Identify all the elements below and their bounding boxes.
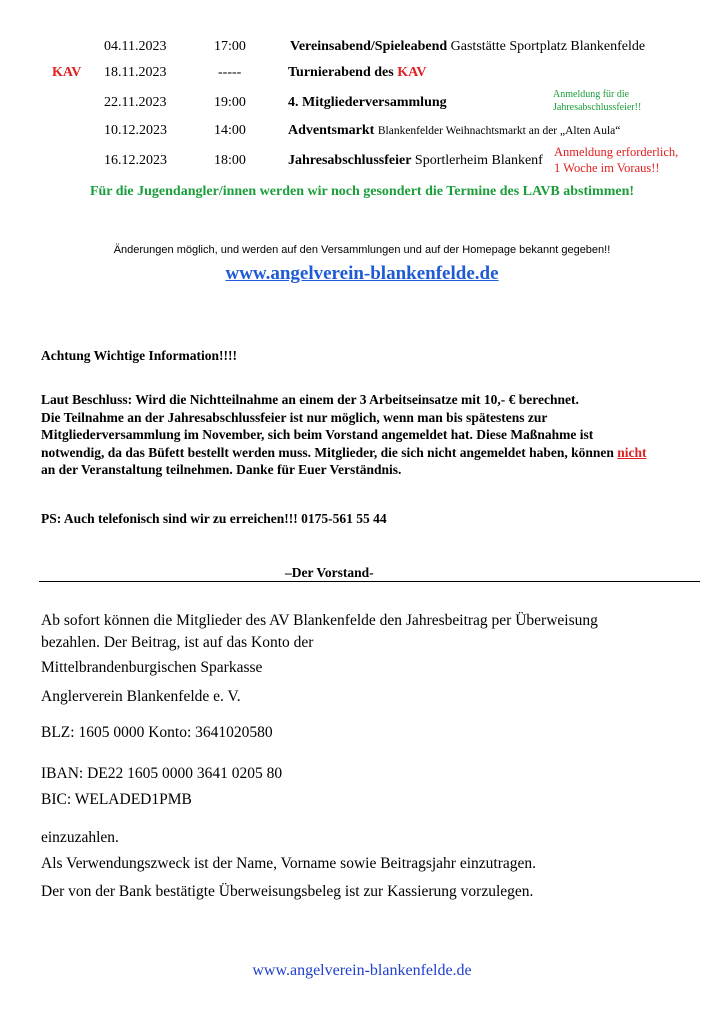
payment-intro [41,610,598,654]
event-date: 22.11.2023 [104,95,167,110]
event-row [0,122,724,144]
event-description [288,122,620,140]
bic: BIC: WELADED1PMB [41,791,192,808]
text-line: bezahlen. Der Beitrag, ist auf das Konto der [41,634,314,651]
event-date: 10.12.2023 [104,123,167,138]
event-tag: KAV [52,65,82,80]
event-detail: Blankenfelder Weihnachtsmarkt an der „Alten Aula“ [377,125,621,137]
emphasis-nicht: nicht [617,444,647,460]
event-title: 4. Mitgliederversammlung [288,95,447,110]
event-title-highlight: KAV [397,65,427,80]
event-description [288,64,427,82]
note-line: 1 Woche im Voraus!! [554,161,660,175]
event-description [290,38,645,56]
event-row [0,64,724,86]
event-date: 18.11.2023 [104,65,167,80]
receipt-note: Der von der Bank bestätigte Überweisungsbeleg ist zur Kassierung vorzulegen. [41,883,534,900]
ps-phone: PS: Auch telefonisch sind wir zu erreichen!!! 0175-561 55 44 [41,511,387,526]
youth-notice: Für die Jugendangler/innen werden wir noch gesondert die Termine des LAVB abstimmen! [89,184,635,199]
event-time: ----- [218,65,242,80]
event-title: Jahresabschlussfeier [288,153,412,168]
blz-konto: BLZ: 1605 0000 Konto: 3641020580 [41,724,273,741]
pay-in: einzuzahlen. [41,829,119,846]
text-line: Die Teilnahme an der Jahresabschlussfeier ist nur möglich, wenn man bis spätestens zur [41,409,548,425]
event-description [288,152,550,170]
event-date: 16.12.2023 [104,153,167,168]
iban: IBAN: DE22 1605 0000 3641 0205 80 [41,765,283,782]
registration-note-green [553,88,641,114]
event-time: 18:00 [214,153,246,168]
event-time: 17:00 [214,39,246,54]
event-description [288,94,447,112]
text-line: Mitgliederversammlung im November, sich beim Vorstand angemeldet hat. Diese Maßnahme ist [41,427,594,442]
account-holder: Anglerverein Blankenfelde e. V. [41,688,241,705]
divider [39,581,700,582]
note-line: Anmeldung für die [553,89,630,100]
text-line: Laut Beschluss: Wird die Nichtteilnahme an einem der 3 Arbeitseinsatze mit 10,- € berechnet. [41,392,579,407]
event-date: 04.11.2023 [104,39,167,54]
event-title: Adventsmarkt [288,123,375,138]
signature: –Der Vorstand- [285,565,374,580]
event-detail: Gaststätte Sportplatz Blankenfelde [450,39,646,54]
event-time: 14:00 [214,123,246,138]
note-line: Jahresabschlussfeier!! [553,102,642,113]
note-line: Anmeldung erforderlich, [554,145,679,159]
text-line: an der Veranstaltung teilnehmen. Danke für Euer Verständnis. [41,462,402,477]
footer-website-link[interactable]: www.angelverein-blankenfelde.de [252,962,472,979]
text-line: Ab sofort können die Mitglieder des AV Blankenfelde den Jahresbeitrag per Überweisung [41,612,598,629]
event-title: Turnierabend des [288,65,394,80]
important-heading: Achtung Wichtige Information!!!! [41,348,237,363]
payment-purpose: Als Verwendungszweck ist der Name, Vorname sowie Beitragsjahr einzutragen. [41,855,537,872]
registration-note-red [554,144,678,176]
website-link[interactable]: www.angelverein-blankenfelde.de [225,263,499,284]
event-time: 19:00 [214,95,246,110]
text-line [41,444,647,462]
changes-notice: Änderungen möglich, und werden auf den Versammlungen und auf der Homepage bekannt gegeben!! [113,244,611,256]
important-text [41,391,647,479]
bank-name: Mittelbrandenburgischen Sparkasse [41,659,263,676]
event-row [0,38,724,60]
event-title: Vereinsabend/Spieleabend [290,39,448,54]
text-segment: notwendig, da das Büfett bestellt werden muss. Mitglieder, die sich nicht angemeldet haben, können [41,444,618,460]
event-detail: Sportlerheim Blankenf [414,153,543,168]
